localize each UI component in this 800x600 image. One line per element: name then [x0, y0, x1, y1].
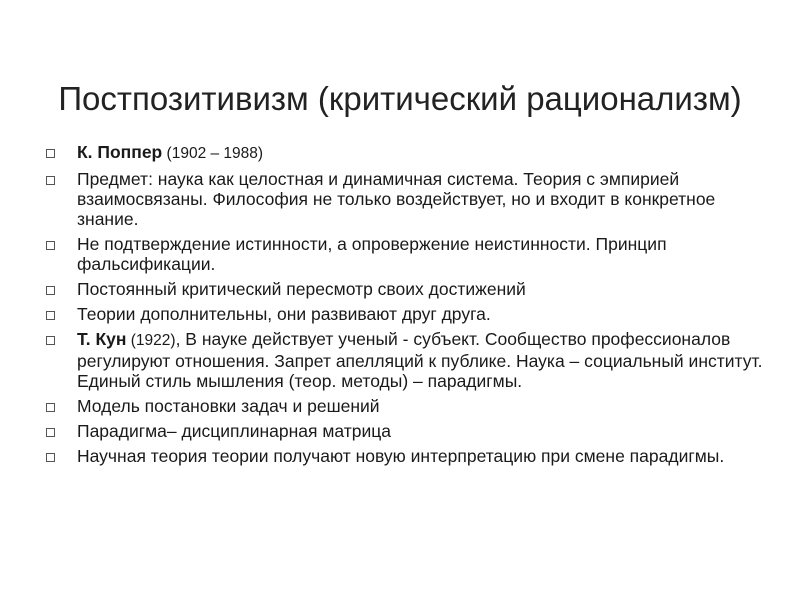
square-bullet-icon [46, 453, 55, 462]
bullet-item-kuhn [44, 329, 764, 391]
bullet-item-complementary [44, 304, 764, 324]
bullet-text: Теории дополнительны, они развивают друг друга. [77, 304, 491, 324]
slide-title: Постпозитивизм (критический рационализм) [58, 80, 742, 117]
bullet-item-subject [44, 169, 764, 229]
bullet-text: Научная теория теории получают новую интерпретацию при смене парадигмы. [77, 446, 725, 466]
bullet-item-theory [44, 446, 764, 466]
bullet-text: Модель постановки задач и решений [77, 396, 380, 416]
square-bullet-icon [46, 428, 55, 437]
bullet-text: Постоянный критический пересмотр своих достижений [77, 279, 526, 299]
bullet-name: К. Поппер [77, 142, 163, 162]
bullet-item-popper [44, 142, 764, 164]
square-bullet-icon [46, 336, 55, 345]
bullet-year: (1902 – 1988) [162, 145, 264, 162]
bullet-text: , В науке действует ученый - субъект. Сообщество профессионалов регулируют отношения. Запрет апелляций к публике. Наука – социальный институт. Единый стиль мышления (теор. методы) – парадигмы. [77, 329, 763, 391]
bullet-list [44, 142, 764, 471]
square-bullet-icon [46, 176, 55, 185]
bullet-item-revision [44, 279, 764, 299]
square-bullet-icon [46, 311, 55, 320]
square-bullet-icon [46, 403, 55, 412]
bullet-year: (1922) [126, 332, 176, 349]
bullet-item-falsification [44, 234, 764, 274]
bullet-text: Не подтверждение истинности, а опровержение неистинности. Принцип фальсификации. [77, 234, 667, 274]
square-bullet-icon [46, 286, 55, 295]
bullet-item-paradigm [44, 421, 764, 441]
square-bullet-icon [46, 241, 55, 250]
bullet-item-model [44, 396, 764, 416]
square-bullet-icon [46, 149, 55, 158]
bullet-text: Предмет: наука как целостная и динамичная система. Теория с эмпирией взаимосвязаны. Философия не только воздействует, но и входит в конкретное знание. [77, 169, 716, 229]
bullet-name: Т. Кун [77, 329, 127, 349]
bullet-text: Парадигма– дисциплинарная матрица [77, 421, 392, 441]
